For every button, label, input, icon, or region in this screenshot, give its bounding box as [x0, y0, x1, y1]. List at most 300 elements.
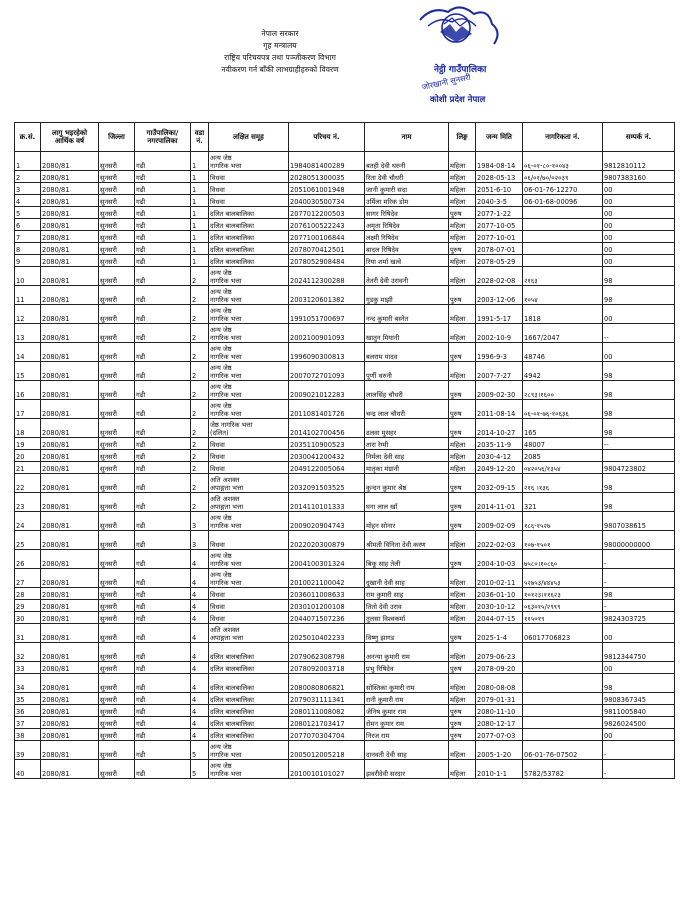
name-cell: तेतरी देवी उरावनी	[365, 267, 449, 286]
fiscal-year-cell: 2080/81	[41, 195, 99, 207]
fiscal-year-cell: 2080/81	[41, 588, 99, 600]
gender-cell: पुरुष	[449, 493, 476, 512]
gender-cell: महिला	[449, 741, 476, 760]
target-group-line: दलित बालबालिका	[210, 731, 254, 740]
target-group-cell	[209, 531, 289, 550]
target-group-cell	[209, 305, 289, 324]
target-group-cell	[209, 219, 289, 231]
serial-number-cell: 16	[15, 381, 41, 400]
beneficiary-table-wrap	[14, 122, 674, 779]
table-row	[15, 243, 675, 255]
fiscal-year-cell: 2080/81	[41, 600, 99, 612]
id-number-cell: 2028051300035	[289, 171, 365, 183]
ward-cell: 2	[191, 438, 209, 450]
dob-cell: 2040-3-5	[476, 195, 523, 207]
gender-cell: महिला	[449, 760, 476, 779]
target-group-line: नागरिक भत्ता	[210, 333, 242, 342]
serial-number-cell: 1	[15, 152, 41, 171]
fiscal-year-cell: 2080/81	[41, 400, 99, 419]
serial-number-cell: 29	[15, 600, 41, 612]
name-cell: सागर रिषिदेव	[365, 207, 449, 219]
palika-cell: गढी	[135, 624, 191, 643]
fiscal-year-cell: 2080/81	[41, 255, 99, 267]
district-cell: सुनसरी	[99, 195, 135, 207]
palika-cell: गढी	[135, 662, 191, 674]
ward-cell: 2	[191, 493, 209, 512]
district-cell: सुनसरी	[99, 219, 135, 231]
target-group-cell	[209, 624, 289, 643]
name-cell: बिकू साह तेली	[365, 550, 449, 569]
id-number-cell: 2078070412501	[289, 243, 365, 255]
target-group-line: अन्य जेष्ठ	[210, 552, 232, 561]
citizenship-cell	[523, 643, 603, 662]
table-row	[15, 462, 675, 474]
table-row	[15, 674, 675, 693]
district-cell: सुनसरी	[99, 741, 135, 760]
serial-number-cell: 28	[15, 588, 41, 600]
name-cell: बतही देवी थरुनी	[365, 152, 449, 171]
table-row	[15, 550, 675, 569]
citizenship-cell: 06-01-76-12270	[523, 183, 603, 195]
header-line-1: नेपाल सरकार	[261, 29, 299, 38]
contact-cell: 00	[603, 624, 675, 643]
serial-number-cell: 9	[15, 255, 41, 267]
target-group-line: अन्य जेष्ठ	[210, 288, 232, 297]
serial-number-cell: 36	[15, 705, 41, 717]
target-group-line: अन्य जेष्ठ	[210, 402, 232, 411]
target-group-cell	[209, 207, 289, 219]
serial-number-cell: 11	[15, 286, 41, 305]
contact-cell: 00	[603, 662, 675, 674]
district-cell: सुनसरी	[99, 207, 135, 219]
serial-number-cell: 4	[15, 195, 41, 207]
target-group-cell	[209, 183, 289, 195]
district-cell: सुनसरी	[99, 474, 135, 493]
dob-cell: 2044-07-15	[476, 612, 523, 624]
dob-cell: 2078-05-29	[476, 255, 523, 267]
palika-cell: गढी	[135, 362, 191, 381]
palika-cell: गढी	[135, 381, 191, 400]
contact-cell: 9812810112	[603, 152, 675, 171]
id-number-cell: 2077070304704	[289, 729, 365, 741]
serial-number-cell: 39	[15, 741, 41, 760]
gender-cell: पुरुष	[449, 381, 476, 400]
table-row	[15, 705, 675, 717]
contact-cell: 00	[603, 305, 675, 324]
name-cell: रोमन कुमार राम	[365, 717, 449, 729]
ward-cell: 1	[191, 171, 209, 183]
palika-cell: गढी	[135, 243, 191, 255]
contact-cell: 98	[603, 588, 675, 600]
district-cell: सुनसरी	[99, 643, 135, 662]
table-row	[15, 231, 675, 243]
target-group-line: अन्य जेष्ठ	[210, 514, 232, 523]
ward-cell: 4	[191, 588, 209, 600]
fiscal-year-cell: 2080/81	[41, 662, 99, 674]
dob-cell: 2079-06-23	[476, 643, 523, 662]
id-number-cell: 2077100106844	[289, 231, 365, 243]
dob-cell: 2010-02-11	[476, 569, 523, 588]
id-number-cell: 2080111008082	[289, 705, 365, 717]
id-number-cell: 2079062308798	[289, 643, 365, 662]
name-cell: घना लाल खाँ	[365, 493, 449, 512]
gender-cell: महिला	[449, 267, 476, 286]
table-row	[15, 612, 675, 624]
table-row	[15, 493, 675, 512]
contact-cell: 00	[603, 219, 675, 231]
id-number-cell: 2044071507236	[289, 612, 365, 624]
district-cell: सुनसरी	[99, 324, 135, 343]
svg-text:जोरखानी सुनसरी: जोरखानी सुनसरी	[421, 72, 472, 92]
contact-cell: 9812344750	[603, 643, 675, 662]
fiscal-year-cell: 2080/81	[41, 243, 99, 255]
dob-cell: 2028-05-13	[476, 171, 523, 183]
target-group-line: अति अशक्त	[210, 626, 240, 635]
gender-cell: पुरुष	[449, 624, 476, 643]
gender-cell: महिला	[449, 219, 476, 231]
fiscal-year-cell: 2080/81	[41, 717, 99, 729]
gender-cell: महिला	[449, 231, 476, 243]
gender-cell: महिला	[449, 183, 476, 195]
district-cell: सुनसरी	[99, 267, 135, 286]
name-cell: मातृका मंग्रानी	[365, 462, 449, 474]
citizenship-cell: 165	[523, 419, 603, 438]
district-cell: सुनसरी	[99, 624, 135, 643]
contact-cell: 00	[603, 231, 675, 243]
citizenship-cell: 321	[523, 493, 603, 512]
ward-cell: 1	[191, 243, 209, 255]
palika-cell: गढी	[135, 195, 191, 207]
target-group-line: विधवा	[210, 452, 225, 461]
serial-number-cell: 34	[15, 674, 41, 693]
citizenship-cell: 48746	[523, 343, 603, 362]
dob-cell: 2005-1-20	[476, 741, 523, 760]
table-row	[15, 255, 675, 267]
dob-cell: 2009-02-30	[476, 381, 523, 400]
contact-cell: 98	[603, 419, 675, 438]
dob-cell: 1984-08-14	[476, 152, 523, 171]
palika-cell: गढी	[135, 760, 191, 779]
contact-cell: 9807383160	[603, 171, 675, 183]
palika-cell: गढी	[135, 643, 191, 662]
table-row	[15, 305, 675, 324]
target-group-cell	[209, 493, 289, 512]
fiscal-year-cell: 2080/81	[41, 152, 99, 171]
contact-cell: -	[603, 741, 675, 760]
id-number-cell: 1984081400289	[289, 152, 365, 171]
gender-cell: महिला	[449, 195, 476, 207]
target-group-line: दलित बालबालिका	[210, 683, 254, 692]
ward-cell: 2	[191, 381, 209, 400]
dob-cell: 2077-10-05	[476, 219, 523, 231]
palika-cell: गढी	[135, 531, 191, 550]
district-cell: सुनसरी	[99, 531, 135, 550]
table-row	[15, 362, 675, 381]
palika-cell: गढी	[135, 550, 191, 569]
name-cell: विष्णु झागड	[365, 624, 449, 643]
name-cell: पूर्णी थरुनी	[365, 362, 449, 381]
serial-number-cell: 38	[15, 729, 41, 741]
citizenship-cell: 06017706823	[523, 624, 603, 643]
target-group-line: दलित बालबालिका	[210, 719, 254, 728]
target-group-cell	[209, 462, 289, 474]
citizenship-cell: 06-01-68-00096	[523, 195, 603, 207]
name-cell: लालसिंह चौधरी	[365, 381, 449, 400]
table-row	[15, 693, 675, 705]
name-cell: चन्द्र लाल चौधरी	[365, 400, 449, 419]
svg-text:नेट्ठी गाउँपालिका: नेट्ठी गाउँपालिका	[434, 65, 487, 75]
name-cell: तितो देवी उराव	[365, 600, 449, 612]
fiscal-year-cell: 2080/81	[41, 219, 99, 231]
target-group-cell	[209, 152, 289, 171]
id-number-cell: 2003120601382	[289, 286, 365, 305]
contact-cell: 9824303725	[603, 612, 675, 624]
dob-cell: 2004-10-03	[476, 550, 523, 569]
serial-number-cell: 7	[15, 231, 41, 243]
target-group-cell	[209, 195, 289, 207]
citizenship-cell: ०६-०१-७६-१०६३६	[523, 400, 603, 419]
serial-number-cell: 33	[15, 662, 41, 674]
dob-cell: 2007-7-27	[476, 362, 523, 381]
table-body	[15, 152, 675, 779]
citizenship-cell: २१६ ।१३६	[523, 474, 603, 493]
ward-cell: 1	[191, 231, 209, 243]
id-number-cell: 2035110900523	[289, 438, 365, 450]
palika-cell: गढी	[135, 267, 191, 286]
id-number-cell: 1996090300813	[289, 343, 365, 362]
palika-cell: गढी	[135, 674, 191, 693]
serial-number-cell: 30	[15, 612, 41, 624]
target-group-cell	[209, 569, 289, 588]
contact-cell: 00	[603, 343, 675, 362]
contact-cell	[603, 450, 675, 462]
palika-cell: गढी	[135, 600, 191, 612]
table-row	[15, 324, 675, 343]
palika-cell: गढी	[135, 450, 191, 462]
palika-cell: गढी	[135, 171, 191, 183]
dob-cell: 2032-09-15	[476, 474, 523, 493]
district-cell: सुनसरी	[99, 450, 135, 462]
header-line-3: राष्ट्रिय परिचयपत्र तथा पञ्जीकरण विभाग	[224, 53, 336, 62]
target-group-line: नागरिक भत्ता	[210, 521, 242, 530]
id-number-cell: 2049122005064	[289, 462, 365, 474]
target-group-line: दलित बालबालिका	[210, 707, 254, 716]
table-row	[15, 207, 675, 219]
gender-cell: महिला	[449, 674, 476, 693]
dob-cell: 2003-12-06	[476, 286, 523, 305]
district-cell: सुनसरी	[99, 419, 135, 438]
target-group-cell	[209, 267, 289, 286]
column-header: नाम	[365, 123, 449, 152]
gender-cell: महिला	[449, 569, 476, 588]
fiscal-year-cell: 2080/81	[41, 729, 99, 741]
palika-cell: गढी	[135, 400, 191, 419]
name-cell: ढलवा मुसहर	[365, 419, 449, 438]
id-number-cell: 2014102700456	[289, 419, 365, 438]
name-cell: जानी कुमारी सदा	[365, 183, 449, 195]
id-number-cell: 2040030500734	[289, 195, 365, 207]
target-group-cell	[209, 171, 289, 183]
name-cell: निरज राम	[365, 729, 449, 741]
fiscal-year-cell: 2080/81	[41, 381, 99, 400]
gender-cell: महिला	[449, 450, 476, 462]
table-row	[15, 662, 675, 674]
table-row	[15, 512, 675, 531]
fiscal-year-cell: 2080/81	[41, 693, 99, 705]
district-cell: सुनसरी	[99, 674, 135, 693]
table-row	[15, 474, 675, 493]
palika-cell: गढी	[135, 207, 191, 219]
palika-cell: गढी	[135, 419, 191, 438]
contact-cell: 98	[603, 493, 675, 512]
id-number-cell: 2004100301324	[289, 550, 365, 569]
palika-cell: गढी	[135, 305, 191, 324]
dob-cell: 2077-10-01	[476, 231, 523, 243]
table-row	[15, 624, 675, 643]
target-group-cell	[209, 419, 289, 438]
district-cell: सुनसरी	[99, 569, 135, 588]
citizenship-cell: 06-01-76-07502	[523, 741, 603, 760]
header-line-4: नवीकरण गर्न बाँकी लाभग्राहीहरुको विवरण	[221, 65, 339, 74]
ward-cell: 4	[191, 569, 209, 588]
table-row	[15, 717, 675, 729]
ward-cell: 5	[191, 760, 209, 779]
gender-cell: महिला	[449, 588, 476, 600]
column-header: नागरिकता नं.	[523, 123, 603, 152]
palika-cell: गढी	[135, 612, 191, 624]
target-group-line: दलित बालबालिका	[210, 245, 254, 254]
target-group-cell	[209, 643, 289, 662]
district-cell: सुनसरी	[99, 381, 135, 400]
serial-number-cell: 18	[15, 419, 41, 438]
fiscal-year-cell: 2080/81	[41, 643, 99, 662]
ward-cell: 1	[191, 207, 209, 219]
gender-cell: महिला	[449, 152, 476, 171]
dob-cell: 2051-6-10	[476, 183, 523, 195]
dob-cell: 2080-08-08	[476, 674, 523, 693]
gender-cell: महिला	[449, 462, 476, 474]
header-line-2: गृह मन्त्रालय	[263, 41, 297, 50]
column-header: जन्म मिति	[476, 123, 523, 152]
target-group-line: विधवा	[210, 540, 225, 549]
beneficiary-table	[14, 122, 675, 779]
target-group-line: अपाङ्गता भत्ता	[210, 483, 244, 492]
id-number-cell: 2036011008633	[289, 588, 365, 600]
contact-cell: -	[603, 550, 675, 569]
serial-number-cell: 3	[15, 183, 41, 195]
table-row	[15, 569, 675, 588]
district-cell: सुनसरी	[99, 362, 135, 381]
gender-cell: महिला	[449, 171, 476, 183]
dob-cell: 2049-12-20	[476, 462, 523, 474]
district-cell: सुनसरी	[99, 400, 135, 419]
citizenship-cell	[523, 729, 603, 741]
target-group-line: दलित बालबालिका	[210, 209, 254, 218]
district-cell: सुनसरी	[99, 705, 135, 717]
serial-number-cell: 6	[15, 219, 41, 231]
target-group-line: विधवा	[210, 173, 225, 182]
ward-cell: 2	[191, 419, 209, 438]
table-row	[15, 195, 675, 207]
contact-cell: 98	[603, 474, 675, 493]
target-group-cell	[209, 600, 289, 612]
serial-number-cell: 13	[15, 324, 41, 343]
fiscal-year-cell: 2080/81	[41, 674, 99, 693]
fiscal-year-cell: 2080/81	[41, 462, 99, 474]
gender-cell: महिला	[449, 643, 476, 662]
serial-number-cell: 12	[15, 305, 41, 324]
palika-cell: गढी	[135, 183, 191, 195]
palika-cell: गढी	[135, 255, 191, 267]
serial-number-cell: 32	[15, 643, 41, 662]
serial-number-cell: 5	[15, 207, 41, 219]
citizenship-cell: १०१२३।११६२३	[523, 588, 603, 600]
contact-cell: 9807038615	[603, 512, 675, 531]
district-cell: सुनसरी	[99, 231, 135, 243]
name-cell: मोहन सोनार	[365, 512, 449, 531]
citizenship-cell	[523, 717, 603, 729]
district-cell: सुनसरी	[99, 760, 135, 779]
table-row	[15, 588, 675, 600]
citizenship-cell: 4942	[523, 362, 603, 381]
contact-cell: 98000000000	[603, 531, 675, 550]
fiscal-year-cell: 2080/81	[41, 493, 99, 512]
citizenship-cell: 5782/53782	[523, 760, 603, 779]
district-cell: सुनसरी	[99, 286, 135, 305]
palika-cell: गढी	[135, 729, 191, 741]
palika-cell: गढी	[135, 152, 191, 171]
target-group-line: अन्य जेष्ठ	[210, 307, 232, 316]
district-cell: सुनसरी	[99, 152, 135, 171]
district-cell: सुनसरी	[99, 171, 135, 183]
fiscal-year-cell: 2080/81	[41, 741, 99, 760]
district-cell: सुनसरी	[99, 600, 135, 612]
name-cell: बादल रिषिदेव	[365, 243, 449, 255]
palika-cell: गढी	[135, 693, 191, 705]
id-number-cell: 2030101200108	[289, 600, 365, 612]
fiscal-year-cell: 2080/81	[41, 474, 99, 493]
id-number-cell: 2025010402233	[289, 624, 365, 643]
serial-number-cell: 26	[15, 550, 41, 569]
table-row	[15, 450, 675, 462]
target-group-cell	[209, 243, 289, 255]
palika-cell: गढी	[135, 705, 191, 717]
fiscal-year-cell: 2080/81	[41, 305, 99, 324]
ward-cell: 4	[191, 600, 209, 612]
gender-cell: पुरुष	[449, 550, 476, 569]
name-cell: गुडकु माझी	[365, 286, 449, 305]
district-cell: सुनसरी	[99, 588, 135, 600]
name-cell: खातुन मियानी	[365, 324, 449, 343]
gender-cell: पुरुष	[449, 343, 476, 362]
target-group-line: दलित बालबालिका	[210, 233, 254, 242]
target-group-cell	[209, 286, 289, 305]
office-seal-stamp	[400, 2, 510, 114]
target-group-line: अति अशक्त	[210, 476, 240, 485]
palika-cell: गढी	[135, 462, 191, 474]
target-group-cell	[209, 741, 289, 760]
table-row	[15, 760, 675, 779]
name-cell: कुन्दन कुमार श्रेष्ठ	[365, 474, 449, 493]
id-number-cell: 2079031111341	[289, 693, 365, 705]
contact-cell: 98	[603, 362, 675, 381]
palika-cell: गढी	[135, 438, 191, 450]
target-group-line: अन्य जेष्ठ	[210, 743, 232, 752]
name-cell: दुखानी देवी साह	[365, 569, 449, 588]
contact-cell: 00	[603, 195, 675, 207]
citizenship-cell: ५२७५३/४४४५३	[523, 569, 603, 588]
citizenship-cell	[523, 231, 603, 243]
